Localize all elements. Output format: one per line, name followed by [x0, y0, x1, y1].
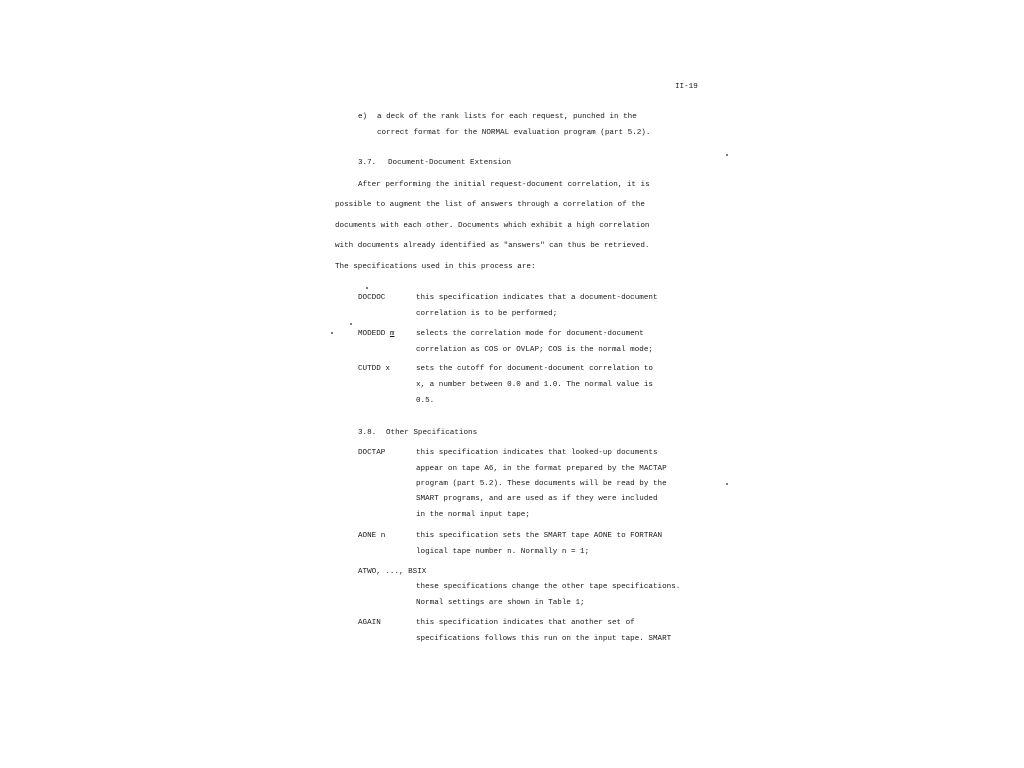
scan-speck [366, 287, 368, 289]
spec-term-modedd-param: m [389, 330, 395, 338]
spec-modedd-line-2: correlation as COS or OVLAP; COS is the normal mode; [416, 346, 653, 354]
spec-atwo-bsix-line-2: Normal settings are shown in Table 1; [416, 599, 585, 607]
section-37-para-line-4: with documents already identified as "answers" can thus be retrieved. [335, 242, 650, 250]
spec-term-aone-param: n [380, 532, 386, 540]
spec-term-atwo-bsix: ATWO, ..., BSIX [358, 568, 427, 576]
spec-docdoc-line-1: this specification indicates that a document-document [416, 294, 658, 302]
spec-term-modedd [358, 329, 394, 339]
spec-again-line-2: specifications follows this run on the input tape. SMART [416, 635, 672, 643]
section-37-heading: Document-Document Extension [388, 159, 512, 167]
scan-speck [726, 483, 728, 485]
spec-doctap-line-3: program (part 5.2). These documents will be read by the [416, 480, 667, 488]
spec-aone-line-2: logical tape number n. Normally n = 1; [416, 548, 590, 556]
spec-doctap-line-2: appear on tape A6, in the format prepared by the MACTAP [416, 465, 667, 473]
spec-cutdd-line-1: sets the cutoff for document-document correlation to [416, 365, 653, 373]
spec-term-aone-name: AONE [358, 532, 377, 540]
spec-term-modedd-name: MODEDD [358, 330, 386, 338]
spec-aone-line-1: this specification sets the SMART tape AONE to FORTRAN [416, 532, 663, 540]
spec-term-cutdd-name: CUTDD [358, 365, 381, 373]
spec-again-line-1: this specification indicates that another set of [416, 619, 635, 627]
section-37-para-line-3: documents with each other. Documents which exhibit a high correlation [335, 222, 650, 230]
spec-cutdd-line-2: x, a number between 0.0 and 1.0. The normal value is [416, 381, 653, 389]
spec-doctap-line-4: SMART programs, and are used as if they were included [416, 495, 658, 503]
spec-doctap-line-5: in the normal input tape; [416, 511, 530, 519]
spec-term-cutdd [358, 364, 390, 374]
spec-term-docdoc: DOCDOC [358, 294, 386, 302]
section-37-number: 3.7. [358, 159, 377, 167]
item-e-line-2: correct format for the NORMAL evaluation program (part 5.2). [377, 129, 651, 137]
spec-term-doctap: DOCTAP [358, 449, 386, 457]
item-e-line-1: a deck of the rank lists for each request, punched in the [377, 113, 637, 121]
spec-docdoc-line-2: correlation is to be performed; [416, 310, 558, 318]
page-number: II-19 [675, 83, 698, 91]
scan-speck [350, 323, 352, 325]
scan-speck [331, 332, 333, 334]
section-37-para-line-5: The specifications used in this process are: [335, 263, 536, 271]
scan-speck [726, 154, 728, 156]
spec-atwo-bsix-line-1: these specifications change the other tape specifications. [416, 583, 681, 591]
spec-term-again: AGAIN [358, 619, 381, 627]
spec-modedd-line-1: selects the correlation mode for document-document [416, 330, 644, 338]
section-37-para-line-1: After performing the initial request-document correlation, it is [358, 181, 650, 189]
spec-doctap-line-1: this specification indicates that looked-up documents [416, 449, 658, 457]
spec-term-cutdd-param: x [385, 365, 390, 373]
section-37-para-line-2: possible to augment the list of answers through a correlation of the [335, 201, 645, 209]
spec-cutdd-line-3: 0.5. [416, 397, 435, 405]
spec-term-aone [358, 531, 385, 541]
section-38-number: 3.8. [358, 429, 377, 437]
section-38-heading: Other Specifications [386, 429, 478, 437]
item-e-label: e) [358, 113, 368, 121]
